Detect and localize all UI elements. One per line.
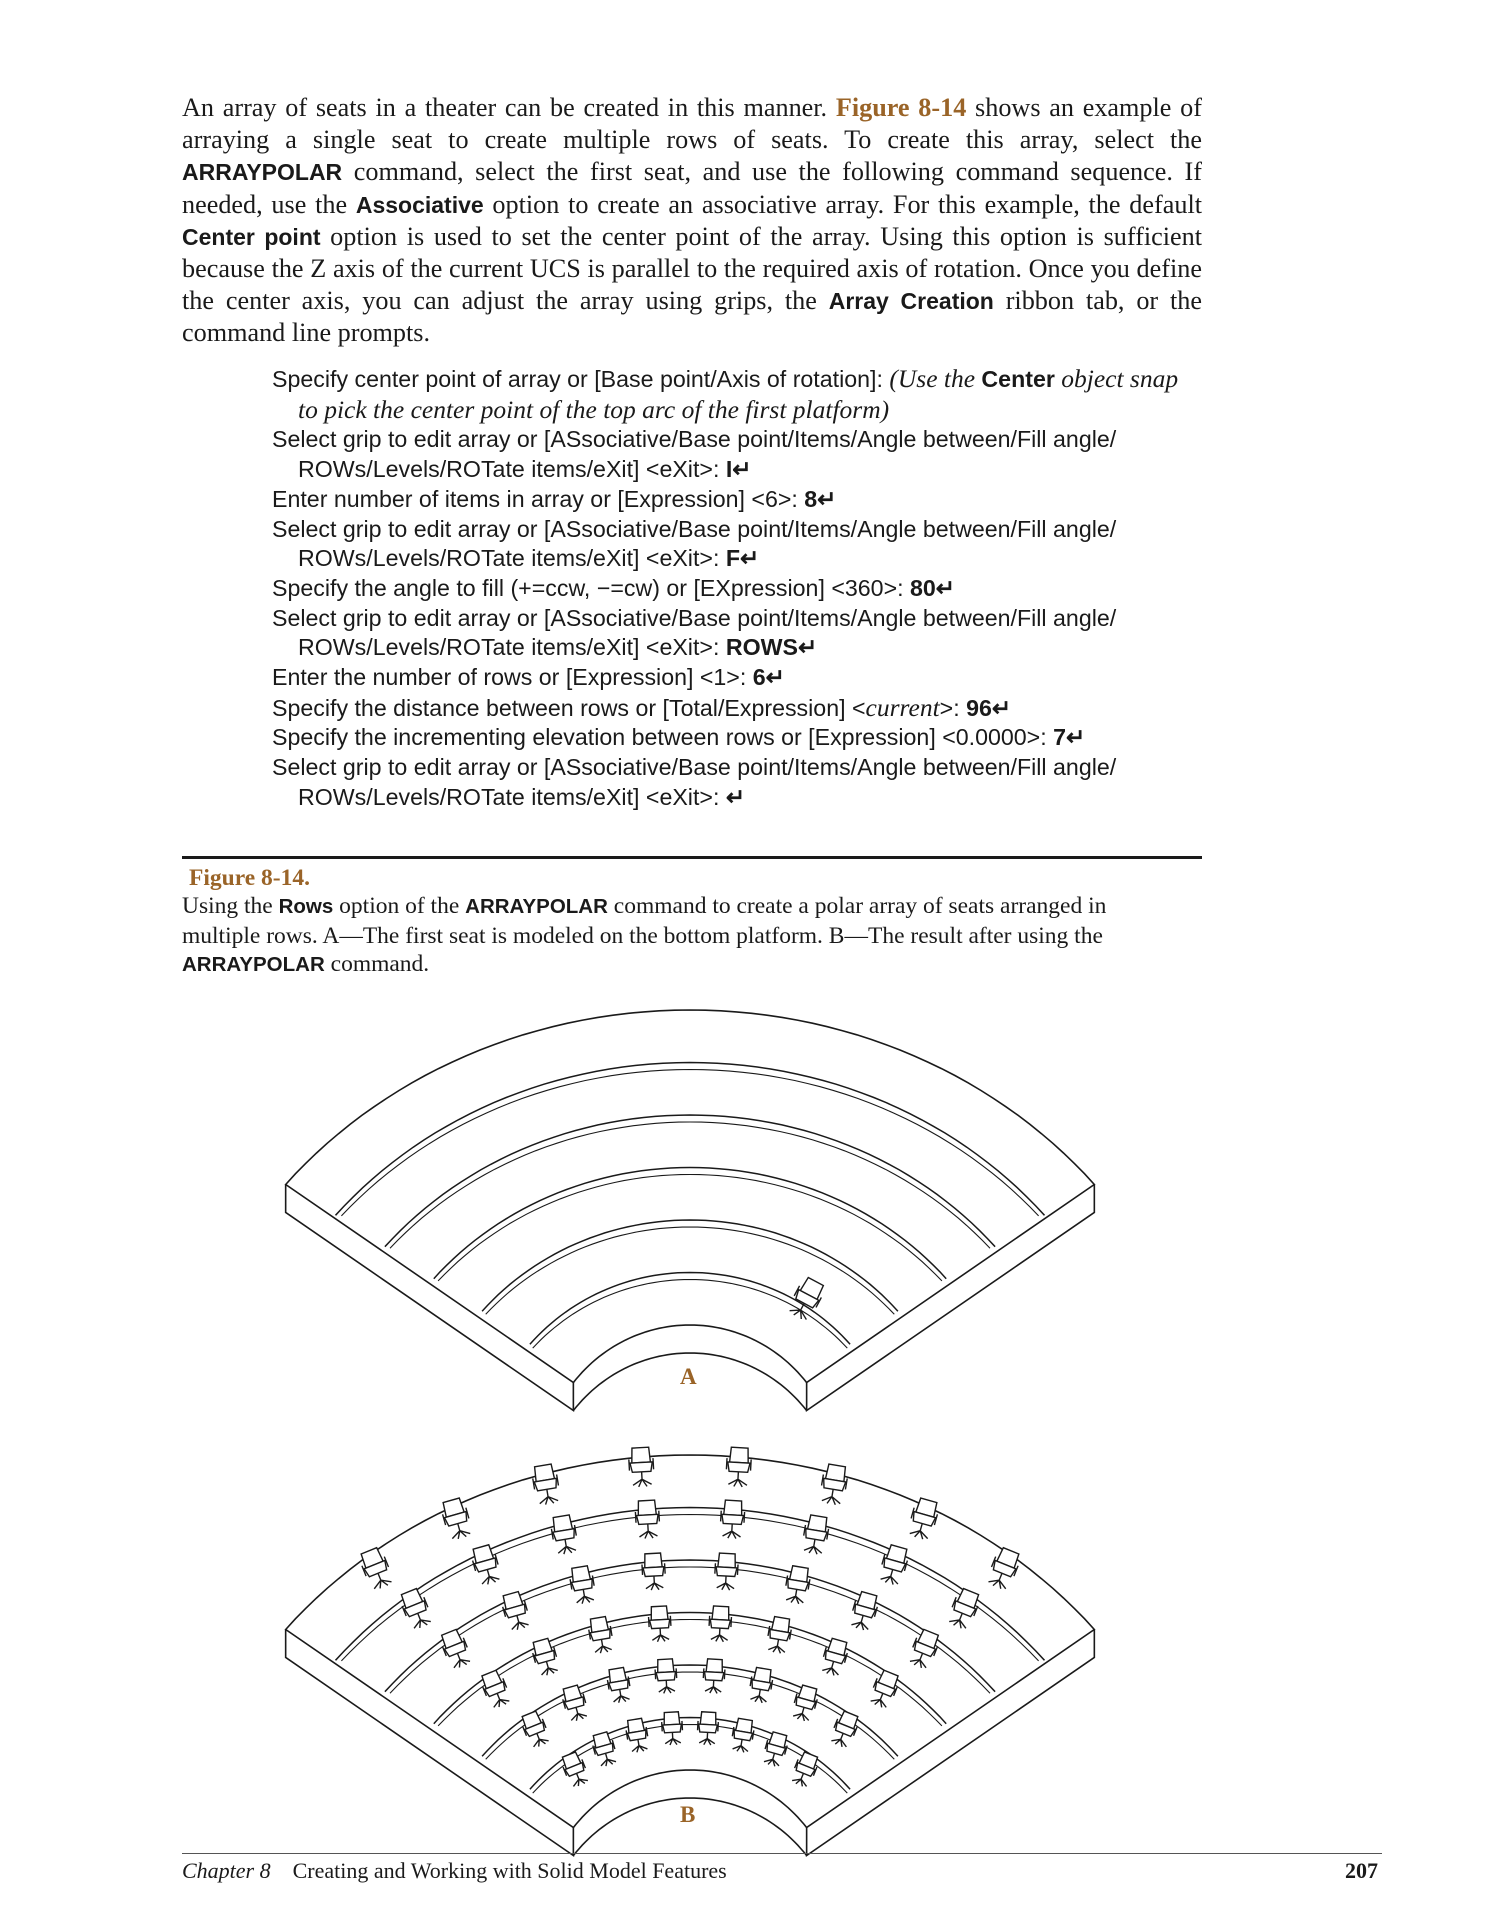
figure-reference-link[interactable]: Figure 8-14: [835, 93, 967, 122]
footer-rule: [182, 1853, 1382, 1854]
option-name: Center point: [182, 223, 321, 250]
page-number: 207: [1345, 1858, 1378, 1883]
command-name: ARRAYPOLAR: [182, 159, 343, 186]
command-line: Select grip to edit array or [ASsociative/Base point/Items/Angle between/Fill angle/ ROWs/Levels/ROTate items/eXit] <eXit>: F↵: [272, 515, 1117, 572]
footer-chapter: Chapter 8 Creating and Working with Solid Model Features: [182, 1858, 727, 1883]
command-line: Specify the angle to fill (+=ccw, −=cw) or [EXpression] <360>: 80↵: [272, 574, 956, 601]
figure-caption: Using the Rows option of the ARRAYPOLAR command to create a polar array of seats arranged in multiple rows. A—The first seat is modeled on the bottom platform. B—The result after using the ARRAYPOLAR command.: [182, 893, 1107, 977]
command-line: Specify the incrementing elevation between rows or [Expression] <0.0000>: 7↵: [272, 724, 1086, 751]
intro-text: option to create an associative array. For this example, the default: [483, 189, 1202, 219]
command-line: Select grip to edit array or [ASsociative/Base point/Items/Angle between/Fill angle/ ROWs/Levels/ROTate items/eXit] <eXit>: ↵: [272, 754, 1117, 810]
command-line: Enter the number of rows or [Expression] <1>: 6↵: [272, 664, 786, 691]
command-line: Select grip to edit array or [ASsociative/Base point/Items/Angle between/Fill angle/ ROWs/Levels/ROTate items/eXit] <eXit>: ROWS↵: [272, 604, 1117, 661]
command-line: Specify the distance between rows or [Total/Expression] <current>: 96↵: [272, 692, 1012, 722]
command-line: Specify center point of array or [Base point/Axis of rotation]: (Use the Center object snap to pick the center point of the top arc of the first platform): [272, 364, 1179, 424]
drawing-label-a: A: [680, 1364, 697, 1389]
intro-text: command, select the first seat, and use the following command sequence. If needed, use the: [182, 157, 1202, 219]
platform-stack-a: [286, 1010, 1095, 1411]
figure-label: Figure 8-14.: [189, 865, 310, 891]
intro-text: ribbon tab, or the command line prompts.: [182, 286, 1202, 348]
command-line: Select grip to edit array or [ASsociative/Base point/Items/Angle between/Fill angle/ ROWs/Levels/ROTate items/eXit] <eXit>: I↵: [272, 426, 1117, 483]
option-name: Associative: [355, 191, 484, 218]
drawing-a-platforms: [286, 1010, 1095, 1411]
platform-stack-b: [286, 1455, 1095, 1856]
drawing-label-b: B: [680, 1802, 696, 1827]
intro-text: shows an example of arraying a single seat to create multiple rows of seats. To create this array, select the: [182, 93, 1202, 155]
intro-text: An array of seats in a theater can be created in this manner.: [182, 93, 836, 122]
intro-text: option is used to set the center point of the array. Using this option is sufficient because the Z axis of the current UCS is parallel to the required axis of rotation. Once you define the center axis, you can adjust the array using grips, the: [182, 221, 1202, 316]
drawing-b-seat-array: [286, 1447, 1095, 1856]
command-line: Enter number of items in array or [Expression] <6>: 8↵: [272, 485, 837, 512]
ribbon-tab-name: Array Creation: [828, 288, 994, 315]
